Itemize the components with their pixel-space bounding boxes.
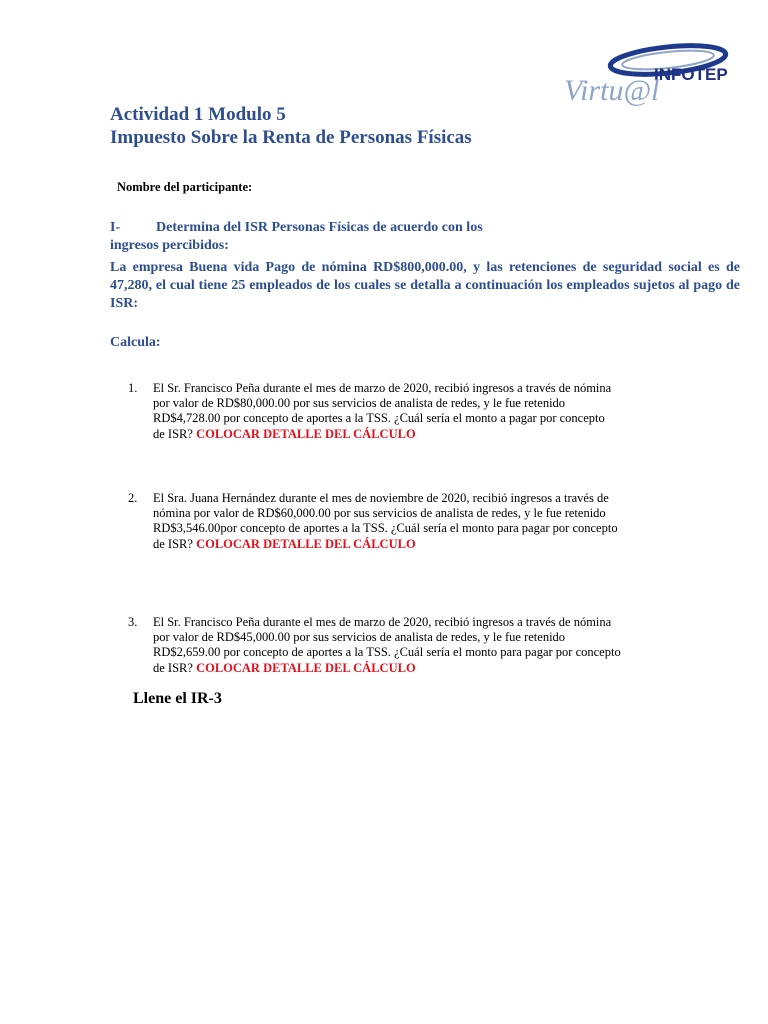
list-item-number: 1. <box>128 381 138 395</box>
infotep-logo-graphic <box>558 40 742 106</box>
section-heading-line-1: Determina del ISR Personas Físicas de acuerdo con los <box>156 220 483 235</box>
list-item <box>128 381 668 442</box>
calc-detail-instruction: COLOCAR DETALLE DEL CÁLCULO <box>196 426 416 441</box>
logo-tagline: Virtu@l <box>564 74 660 106</box>
title-line-1: Actividad 1 Modulo 5 <box>110 104 286 125</box>
page-title <box>110 103 472 149</box>
calcula-heading: Calcula: <box>110 335 161 350</box>
list-item-line: El Sr. Francisco Peña durante el mes de marzo de 2020, recibió ingresos a través de nómina <box>153 381 612 395</box>
title-line-2: Impuesto Sobre la Renta de Personas Físicas <box>110 127 472 148</box>
list-item-line: El Sra. Juana Hernández durante el mes de noviembre de 2020, recibió ingresos a través de <box>153 491 609 505</box>
calc-detail-instruction: COLOCAR DETALLE DEL CÁLCULO <box>196 660 416 675</box>
list-item-prefix: de ISR? <box>153 426 197 441</box>
list-item-line: RD$2,659.00 por concepto de aportes a la TSS. ¿Cuál sería el monto para pagar por concepto <box>153 645 621 660</box>
list-item-line <box>153 427 668 442</box>
list-item-number: 3. <box>128 615 138 629</box>
fill-ir3-instruction: Llene el IR-3 <box>133 690 222 707</box>
list-item-line: RD$3,546.00por concepto de aportes a la TSS. ¿Cuál sería el monto para pagar por concepto <box>153 521 618 536</box>
calc-detail-instruction: COLOCAR DETALLE DEL CÁLCULO <box>196 536 416 551</box>
section-paragraph: La empresa Buena vida Pago de nómina RD$800,000.00, y las retenciones de seguridad social es de 47,280, el cual tiene 25 empleados de los cuales se detalla a continuación los empleados sujetos al pago de ISR: <box>110 260 740 311</box>
list-item-prefix: de ISR? <box>153 660 197 675</box>
list-item-line: El Sr. Francisco Peña durante el mes de marzo de 2020, recibió ingresos a través de nómina <box>153 615 612 629</box>
list-item-number: 2. <box>128 491 138 505</box>
list-item-line <box>153 661 668 676</box>
section-one <box>110 219 740 313</box>
section-heading-line-2: ingresos percibidos: <box>110 238 229 253</box>
list-item-line: RD$4,728.00 por concepto de aportes a la TSS. ¿Cuál sería el monto a pagar por concepto <box>153 411 605 426</box>
logo-brand: INFOTEP <box>654 65 728 84</box>
list-item-line: nómina por valor de RD$60,000.00 por sus servicios de analista de redes, y le fue retenido <box>153 506 606 521</box>
participant-label: Nombre del participante: <box>117 180 253 194</box>
infotep-virtual-logo <box>558 40 742 106</box>
list-item-line <box>153 537 668 552</box>
list-item <box>128 615 668 676</box>
list-item-line: por valor de RD$45,000.00 por sus servicios de analista de redes, y le fue retenido <box>153 630 566 645</box>
list-item-line: por valor de RD$80,000.00 por sus servicios de analista de redes, y le fue retenido <box>153 396 566 411</box>
list-item <box>128 491 668 552</box>
list-item-prefix: de ISR? <box>153 536 197 551</box>
section-heading <box>110 219 740 237</box>
section-numeral: I- <box>110 220 121 235</box>
